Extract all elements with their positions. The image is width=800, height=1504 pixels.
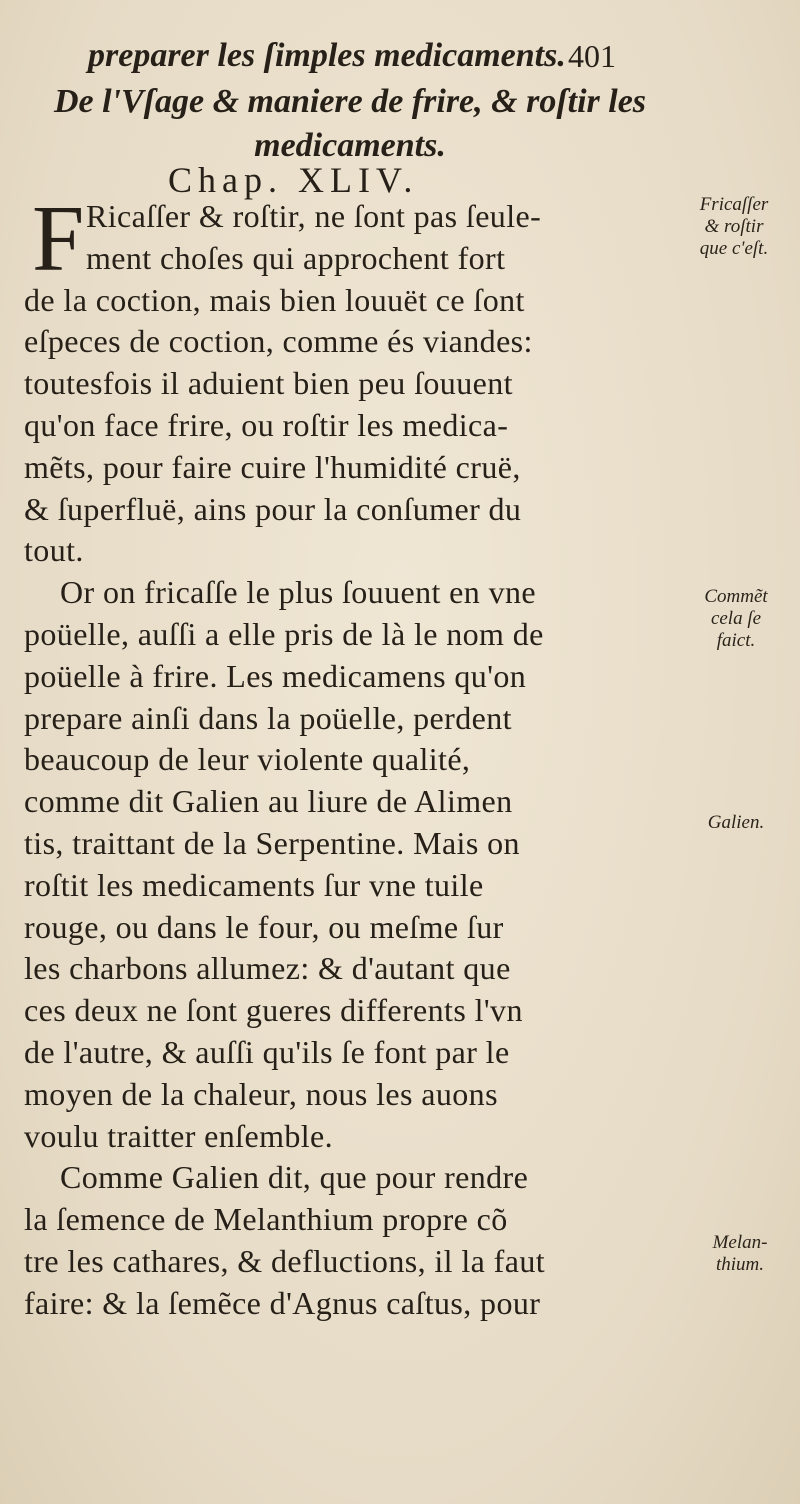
running-title: preparer les ſimples medicaments.: [88, 37, 566, 74]
text-line: voulu traitter enſemble.: [24, 1117, 334, 1154]
chapter-title-line: medicaments.: [254, 127, 446, 164]
text-line: Or on fricaſſe le plus ſouuent en vne: [60, 574, 536, 611]
text-line: qu'on face frire, ou roſtir les medica-: [24, 406, 509, 443]
text-line: eſpeces de coction, comme és viandes:: [24, 323, 533, 360]
margin-note-line: cela ſe: [710, 608, 762, 629]
text-line: roſtit les medicaments ſur vne tuile: [24, 866, 484, 903]
margin-note: [690, 586, 782, 652]
text-line: ces deux ne ſont gueres differents l'vn: [24, 992, 523, 1029]
chapter-title: [30, 80, 670, 168]
margin-note-line: Commẽt: [704, 586, 768, 607]
text-line: faire: & la ſemẽce d'Agnus caſtus, pour: [24, 1284, 541, 1321]
text-line: mẽts, pour faire cuire l'humidité cruë,: [24, 448, 521, 485]
margin-note: [690, 812, 782, 834]
margin-note-line: Galien.: [707, 812, 765, 833]
page-number: 401: [568, 38, 616, 74]
text-line: moyen de la chaleur, nous les auons: [24, 1075, 498, 1112]
text-line: la ſemence de Melanthium propre cõ: [24, 1201, 508, 1238]
running-head: [88, 34, 648, 78]
text-line: tout.: [24, 532, 84, 569]
margin-note-line: Fricaſſer: [699, 194, 769, 215]
text-line: poüelle, auſſi a elle pris de là le nom de: [24, 615, 544, 652]
text-line: poüelle à frire. Les medicamens qu'on: [24, 657, 527, 694]
text-line: prepare ainſi dans la poüelle, perdent: [24, 699, 512, 736]
text-line: les charbons allumez: & d'autant que: [24, 950, 511, 987]
text-line: ment choſes qui approchent fort: [86, 239, 506, 276]
margin-note-line: que c'eſt.: [699, 238, 769, 259]
text-line: tre les cathares, & defluctions, il la faut: [24, 1242, 546, 1279]
text-line: & ſuperfluë, ains pour la conſumer du: [24, 490, 522, 527]
margin-note-line: thium.: [715, 1254, 765, 1275]
text-line: de la coction, mais bien louuët ce ſont: [24, 281, 525, 318]
text-line: de l'autre, & auſſi qu'ils ſe font par le: [24, 1033, 510, 1070]
text-line: comme dit Galien au liure de Alimen: [24, 783, 513, 820]
body-text: [24, 187, 656, 1325]
margin-note-line: Melan-: [712, 1232, 768, 1253]
margin-note-line: faict.: [716, 630, 756, 651]
chapter-number: Chap. XLIV.: [168, 160, 419, 200]
margin-note: [694, 1232, 786, 1276]
text-line: tis, traittant de la Serpentine. Mais on: [24, 824, 520, 861]
text-line: rouge, ou dans le four, ou meſme ſur: [24, 908, 504, 945]
margin-note-line: & roſtir: [704, 216, 764, 237]
text-line: toutesfois il aduient bien peu ſouuent: [24, 365, 513, 402]
text-line: Ricaſſer & roſtir, ne ſont pas ſeule-: [86, 198, 542, 234]
margin-note: [688, 194, 780, 260]
drop-cap: F: [32, 187, 85, 291]
chapter-title-line: De l'Vſage & maniere de frire, & roſtir les: [53, 83, 647, 120]
text-line: beaucoup de leur violente qualité,: [24, 741, 471, 778]
text-line: Comme Galien dit, que pour rendre: [60, 1159, 529, 1196]
